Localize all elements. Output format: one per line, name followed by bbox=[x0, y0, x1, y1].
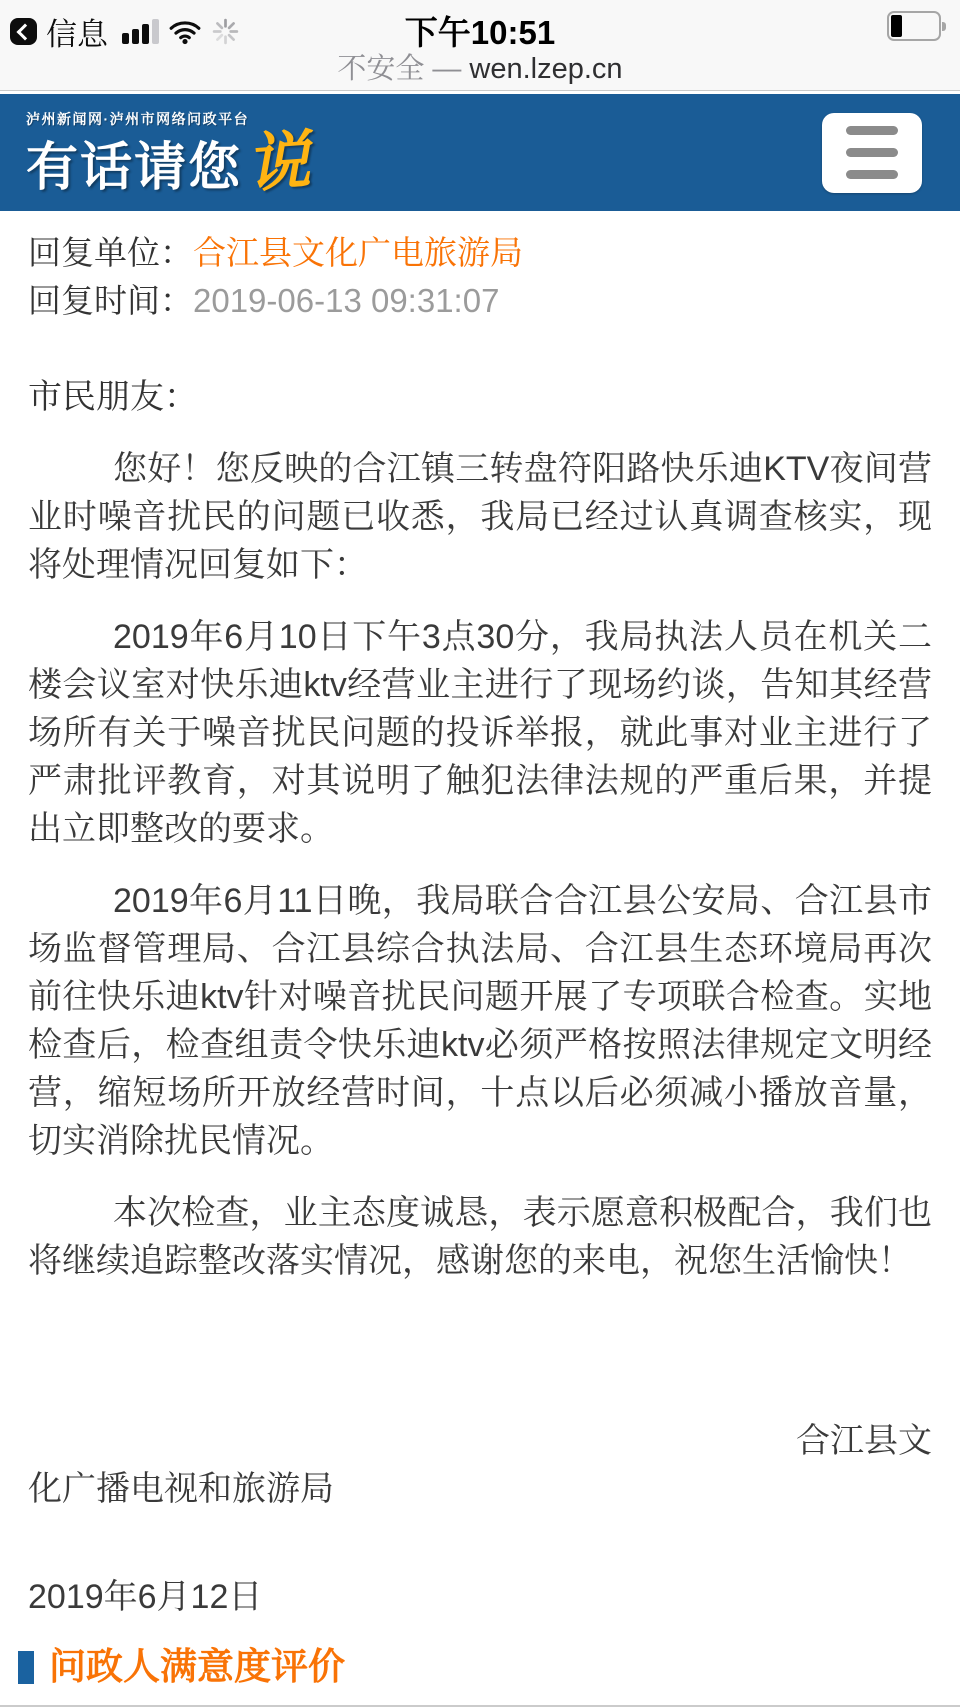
site-header bbox=[0, 91, 960, 211]
signature-line-2: 化广播电视和旅游局 bbox=[28, 1470, 334, 1508]
hamburger-menu-button[interactable] bbox=[822, 113, 922, 193]
letter-date: 2019年6月12日 bbox=[28, 1578, 263, 1616]
letter-paragraph-2: 2019年6月10日下午3点30分，我局执法人员在机关二楼会议室对快乐迪ktv经营业主进行了现场约谈，告知其经营场所有关于噪音扰民问题的投诉举报，就此事对业主进行了严肃批评教育，对其说明了触犯法律法规的严重后果，并提出立即整改的要求。 bbox=[28, 618, 932, 848]
hamburger-menu-icon bbox=[846, 126, 898, 135]
reply-unit-row bbox=[28, 229, 932, 277]
reply-time-value: 2019-06-13 09:31:07 bbox=[193, 282, 500, 319]
reply-meta bbox=[28, 229, 932, 325]
letter-paragraph-1: 您好！您反映的合江镇三转盘符阳路快乐迪KTV夜间营业时噪音扰民的问题已收悉，我局已经过认真调查核实，现将处理情况回复如下： bbox=[28, 450, 932, 584]
reply-time-row bbox=[28, 277, 932, 325]
logo-main-text: 有话请您 bbox=[26, 138, 243, 197]
reply-content bbox=[0, 211, 960, 1707]
letter-whitespace bbox=[28, 1285, 932, 1417]
url-host: wen.lzep.cn bbox=[469, 53, 623, 85]
site-logo[interactable] bbox=[26, 110, 313, 200]
reply-unit-label: 回复单位： bbox=[28, 234, 193, 271]
letter-paragraph-4: 本次检查，业主态度诚恳，表示愿意积极配合，我们也将继续追踪整改落实情况，感谢您的来电，祝您生活愉快！ bbox=[28, 1194, 932, 1280]
signature-line-1: 合江县文 bbox=[796, 1422, 932, 1460]
logo-wordmark bbox=[26, 123, 313, 200]
url-separator: — bbox=[432, 53, 462, 85]
logo-tagline: 泸州新闻网·泸州市网络问政平台 bbox=[26, 110, 250, 127]
letter-signature bbox=[28, 1417, 932, 1513]
battery-icon bbox=[887, 11, 946, 41]
security-label: 不安全 bbox=[337, 53, 425, 85]
section-bullet-icon bbox=[18, 1651, 34, 1684]
logo-accent-text: 说 bbox=[243, 123, 313, 200]
reply-time-label: 回复时间： bbox=[28, 282, 193, 319]
ios-status-url-bar bbox=[0, 0, 960, 91]
status-time: 下午10:51 bbox=[404, 14, 556, 51]
back-app-label[interactable]: 信息 bbox=[46, 17, 108, 52]
rating-section-title: 问政人满意度评价 bbox=[49, 1646, 345, 1687]
satisfaction-rating-header bbox=[18, 1645, 932, 1689]
letter-paragraph-3: 2019年6月11日晚，我局联合合江县公安局、合江县市场监督管理局、合江县综合执法局、合江县生态环境局再次前往快乐迪ktv针对噪音扰民问题开展了专项联合检查。实地检查后，检查组责令快乐迪ktv必须严格按照法律规定文明经营，缩短场所开放经营时间，十点以后必须减小播放音量，切实消除扰民情况。 bbox=[28, 882, 932, 1160]
letter-salutation: 市民朋友： bbox=[28, 378, 198, 416]
reply-unit-link[interactable]: 合江县文化广电旅游局 bbox=[193, 234, 523, 271]
status-bar bbox=[0, 0, 960, 52]
